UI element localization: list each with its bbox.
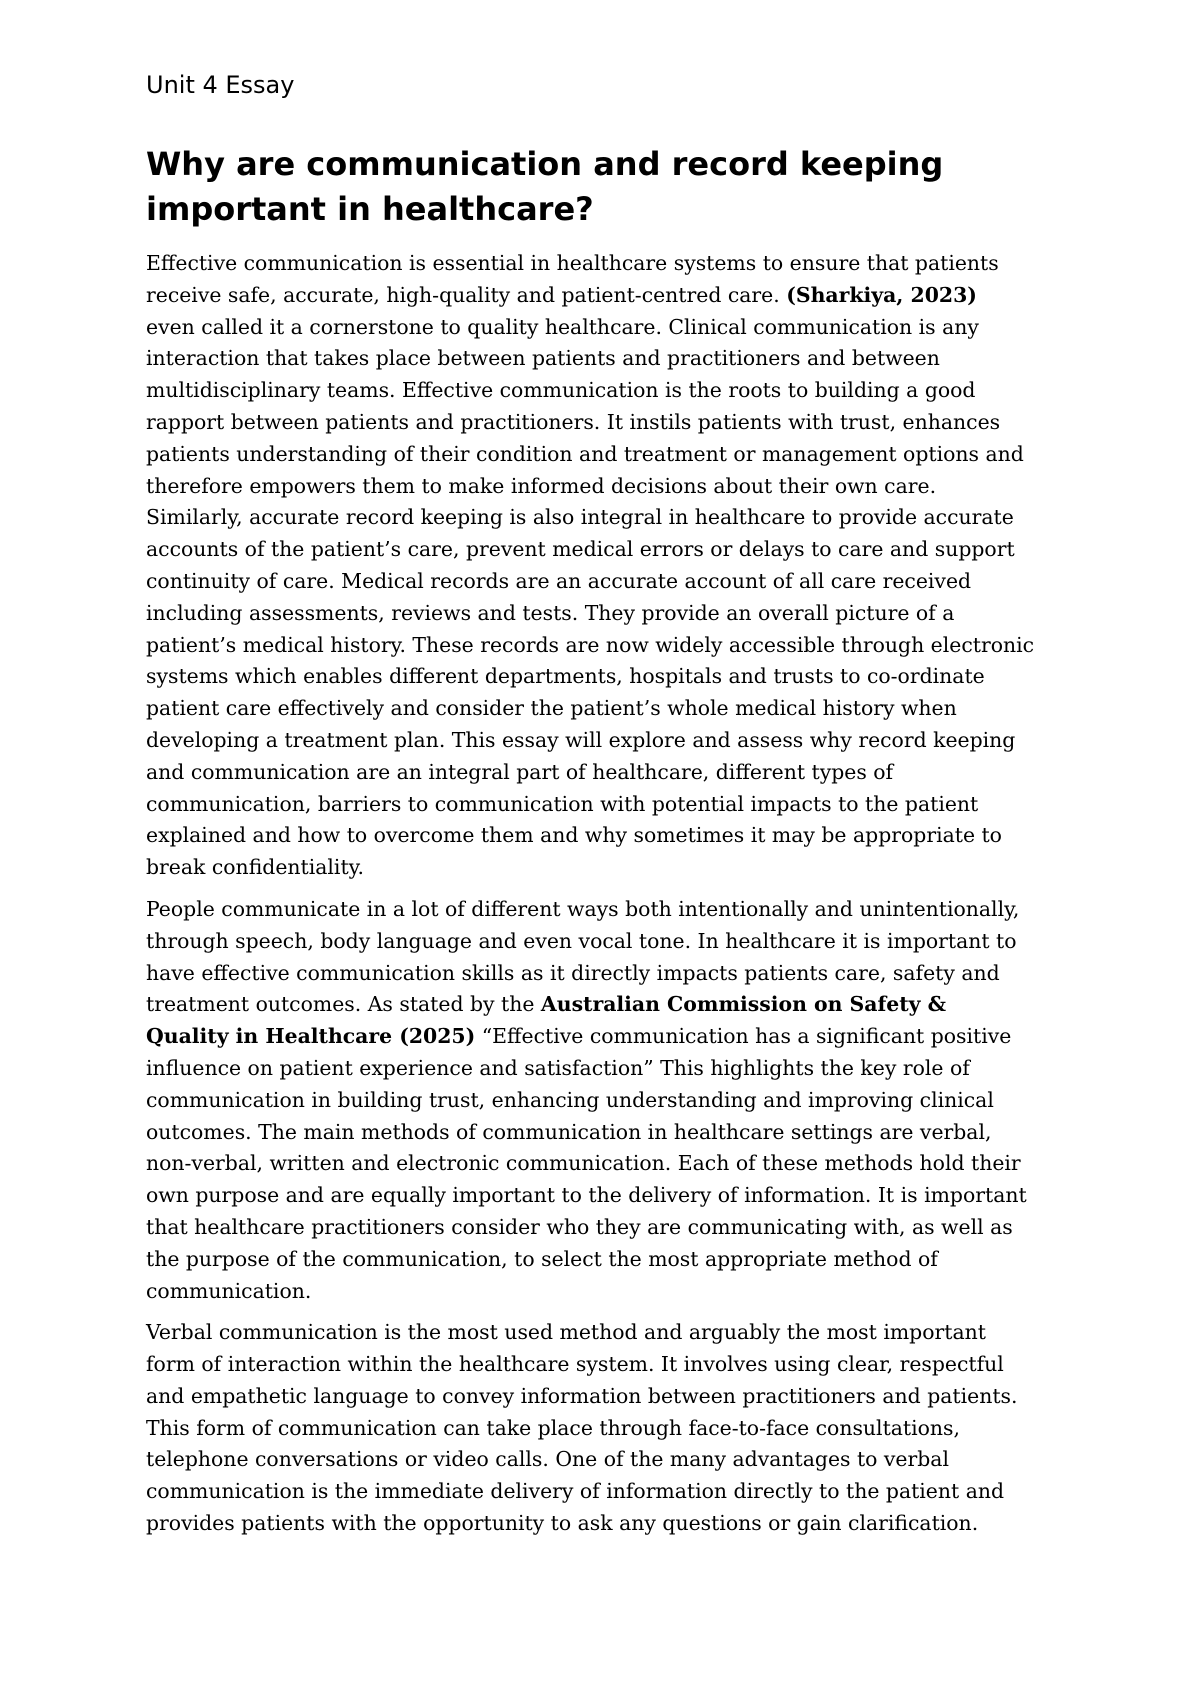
text-line: and empathetic language to convey information between practitioners and patients.	[146, 1383, 1018, 1408]
essay-title-line: Why are communication and record keeping	[146, 145, 944, 183]
text-line: Verbal communication is the most used method and arguably the most important	[146, 1320, 986, 1345]
text-run: “Effective communication has a significant positive	[475, 1024, 1012, 1049]
essay-body	[146, 248, 1066, 1550]
text-line: form of interaction within the healthcare system. It involves using clear, respectful	[146, 1352, 1004, 1377]
paragraph-verbal-communication	[146, 1317, 1066, 1540]
text-line	[146, 989, 1066, 1021]
text-line: therefore empowers them to make informed decisions about their own care.	[146, 473, 937, 498]
paragraph-communication-methods	[146, 894, 1066, 1307]
text-line: communication.	[146, 1278, 312, 1303]
text-line: have effective communication skills as it directly impacts patients care, safety and	[146, 960, 1000, 985]
text-line: through speech, body language and even vocal tone. In healthcare it is important to	[146, 928, 1017, 953]
text-line: patient’s medical history. These records are now widely accessible through electronic	[146, 632, 1035, 657]
text-line: multidisciplinary teams. Effective communication is the roots to building a good	[146, 378, 976, 403]
text-line: influence on patient experience and satisfaction” This highlights the key role of	[146, 1055, 970, 1080]
text-run: receive safe, accurate, high-quality and patient-centred care.	[146, 282, 787, 307]
text-run: treatment outcomes. As stated by the	[146, 992, 541, 1017]
citation-australian-commission: Australian Commission on Safety &	[540, 992, 946, 1017]
text-line: non-verbal, written and electronic communication. Each of these methods hold their	[146, 1151, 1021, 1176]
citation-sharkiya: (Sharkiya, 2023)	[786, 282, 977, 307]
text-line: Effective communication is essential in healthcare systems to ensure that patients	[146, 251, 999, 275]
essay-title-line: important in healthcare?	[146, 190, 594, 228]
text-line: interaction that takes place between patients and practitioners and between	[146, 346, 940, 371]
text-line: communication in building trust, enhancing understanding and improving clinical	[146, 1087, 994, 1112]
unit-label: Unit 4 Essay	[146, 71, 295, 99]
text-line: that healthcare practitioners consider who they are communicating with, as well as	[146, 1214, 1013, 1239]
text-line	[146, 1021, 1066, 1053]
text-line: This form of communication can take place through face-to-face consultations,	[146, 1415, 961, 1440]
text-line: explained and how to overcome them and why sometimes it may be appropriate to	[146, 823, 1002, 848]
text-line: break confidentiality.	[146, 855, 364, 880]
text-line: rapport between patients and practitioners. It instils patients with trust, enhances	[146, 409, 1001, 434]
text-line: communication is the immediate delivery of information directly to the patient and	[146, 1479, 1005, 1504]
citation-australian-commission-cont: Quality in Healthcare (2025)	[146, 1024, 476, 1049]
text-line: own purpose and are equally important to the delivery of information. It is important	[146, 1183, 1027, 1208]
text-line: patients understanding of their condition and treatment or management options and	[146, 441, 1024, 466]
text-line: continuity of care. Medical records are an accurate account of all care received	[146, 568, 972, 593]
text-line: the purpose of the communication, to select the most appropriate method of	[146, 1246, 938, 1271]
text-line: patient care effectively and consider the patient’s whole medical history when	[146, 696, 957, 721]
text-line: outcomes. The main methods of communication in healthcare settings are verbal,	[146, 1119, 992, 1144]
text-line	[146, 280, 1066, 312]
text-line: developing a treatment plan. This essay will explore and assess why record keeping	[146, 727, 1016, 752]
paragraph-introduction	[146, 248, 1066, 884]
text-line: systems which enables different departments, hospitals and trusts to co-ordinate	[146, 664, 985, 689]
text-line: People communicate in a lot of different ways both intentionally and unintentionally,	[146, 896, 1020, 921]
essay-title	[146, 142, 1066, 232]
text-line: provides patients with the opportunity to ask any questions or gain clarification.	[146, 1511, 979, 1536]
text-line: accounts of the patient’s care, prevent medical errors or delays to care and support	[146, 537, 1015, 562]
text-line: Similarly, accurate record keeping is also integral in healthcare to provide accurate	[146, 505, 1014, 530]
text-line: and communication are an integral part of healthcare, different types of	[146, 759, 894, 784]
text-line: even called it a cornerstone to quality healthcare. Clinical communication is any	[146, 314, 979, 339]
text-line: telephone conversations or video calls. One of the many advantages to verbal	[146, 1447, 949, 1472]
text-line: communication, barriers to communication with potential impacts to the patient	[146, 791, 979, 816]
text-line: including assessments, reviews and tests. They provide an overall picture of a	[146, 600, 955, 625]
